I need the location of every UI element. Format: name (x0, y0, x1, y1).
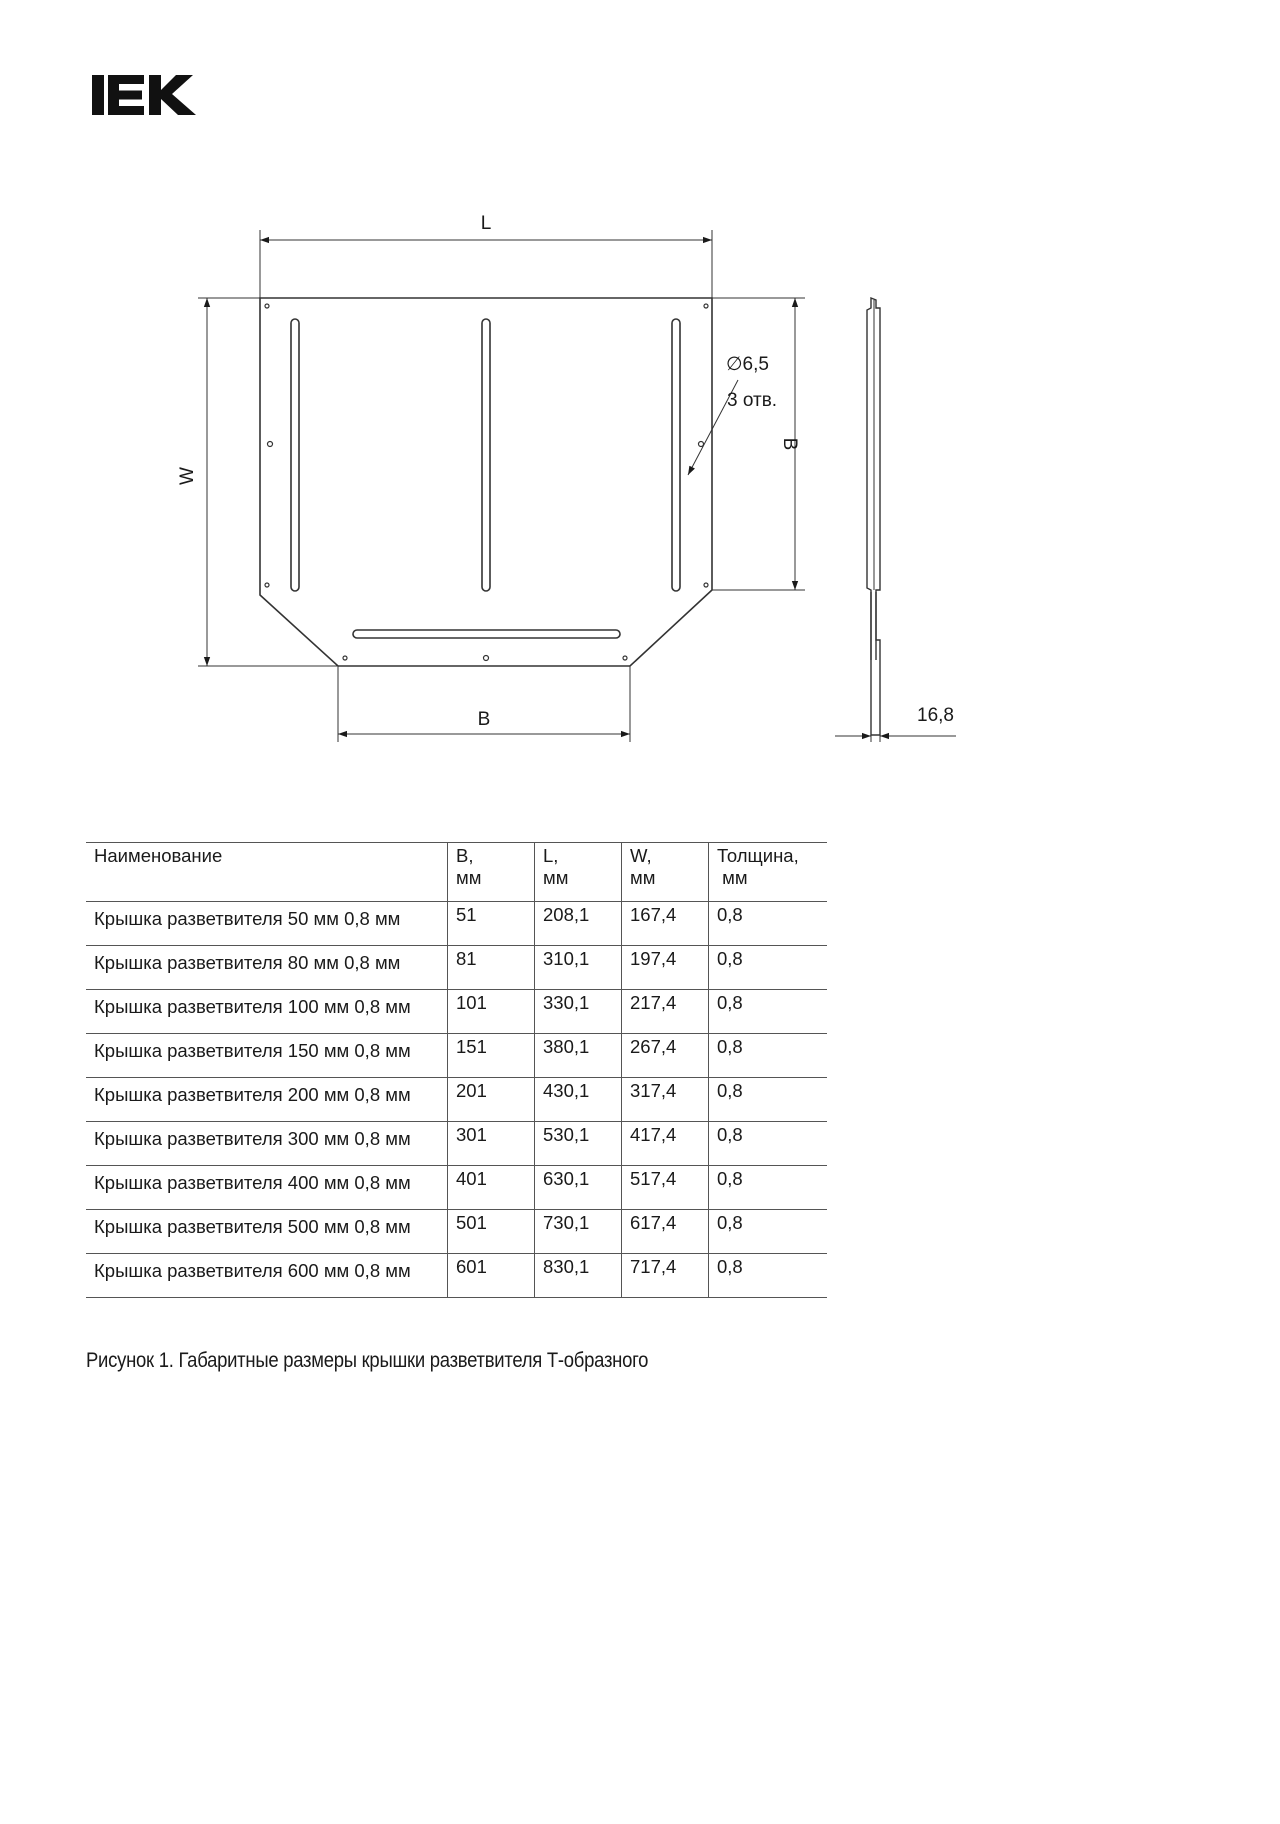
cell-thickness: 0,8 (709, 946, 828, 990)
cell-thickness: 0,8 (709, 1166, 828, 1210)
hole-diameter-label: ∅6,5 (726, 354, 769, 375)
cell-w: 267,4 (622, 1034, 709, 1078)
hole-count-label: 3 отв. (727, 390, 778, 411)
cell-b: 201 (448, 1078, 535, 1122)
cell-thickness: 0,8 (709, 1122, 828, 1166)
dim-W-label: W (177, 467, 198, 485)
technical-drawing (0, 0, 1280, 800)
dim-L-label: L (480, 213, 492, 234)
cell-thickness: 0,8 (709, 1254, 828, 1298)
cell-name: Крышка разветвителя 600 мм 0,8 мм (86, 1254, 448, 1298)
dim-B-bottom-label: B (477, 709, 491, 730)
slot-left (291, 319, 299, 591)
cell-w: 317,4 (622, 1078, 709, 1122)
cell-l: 730,1 (535, 1210, 622, 1254)
header-l: L, мм (535, 843, 622, 902)
table-row (86, 1210, 827, 1254)
cell-l: 530,1 (535, 1122, 622, 1166)
table-row (86, 1078, 827, 1122)
cell-w: 417,4 (622, 1122, 709, 1166)
cell-l: 430,1 (535, 1078, 622, 1122)
cell-thickness: 0,8 (709, 990, 828, 1034)
side-thickness-label: 16,8 (917, 705, 954, 726)
cell-thickness: 0,8 (709, 1034, 828, 1078)
table-row (86, 990, 827, 1034)
table-row (86, 1034, 827, 1078)
plate-outline (260, 298, 712, 666)
cell-w: 167,4 (622, 902, 709, 946)
table-row (86, 946, 827, 990)
header-name: Наименование (86, 843, 448, 902)
cell-name: Крышка разветвителя 150 мм 0,8 мм (86, 1034, 448, 1078)
cell-name: Крышка разветвителя 400 мм 0,8 мм (86, 1166, 448, 1210)
cell-w: 517,4 (622, 1166, 709, 1210)
cell-b: 401 (448, 1166, 535, 1210)
cell-name: Крышка разветвителя 300 мм 0,8 мм (86, 1122, 448, 1166)
cell-thickness: 0,8 (709, 1210, 828, 1254)
header-b: B, мм (448, 843, 535, 902)
cell-name: Крышка разветвителя 100 мм 0,8 мм (86, 990, 448, 1034)
table-header-row (86, 843, 827, 902)
dim-B-side-label: B (779, 437, 800, 451)
cell-w: 617,4 (622, 1210, 709, 1254)
table-row (86, 1166, 827, 1210)
cell-l: 630,1 (535, 1166, 622, 1210)
header-w: W, мм (622, 843, 709, 902)
cell-b: 51 (448, 902, 535, 946)
cell-l: 330,1 (535, 990, 622, 1034)
cell-l: 310,1 (535, 946, 622, 990)
figure-caption: Рисунок 1. Габаритные размеры крышки разветвителя Т-образного (86, 1349, 649, 1372)
cell-name: Крышка разветвителя 50 мм 0,8 мм (86, 902, 448, 946)
cell-b: 301 (448, 1122, 535, 1166)
cell-name: Крышка разветвителя 200 мм 0,8 мм (86, 1078, 448, 1122)
cell-b: 101 (448, 990, 535, 1034)
cell-w: 217,4 (622, 990, 709, 1034)
cell-b: 81 (448, 946, 535, 990)
table-row (86, 902, 827, 946)
cell-b: 601 (448, 1254, 535, 1298)
cell-w: 717,4 (622, 1254, 709, 1298)
table-row (86, 1254, 827, 1298)
table-row (86, 1122, 827, 1166)
header-thickness: Толщина, мм (709, 843, 828, 902)
cell-b: 501 (448, 1210, 535, 1254)
cell-thickness: 0,8 (709, 1078, 828, 1122)
cell-thickness: 0,8 (709, 902, 828, 946)
cell-name: Крышка разветвителя 80 мм 0,8 мм (86, 946, 448, 990)
cell-l: 208,1 (535, 902, 622, 946)
cell-l: 380,1 (535, 1034, 622, 1078)
slot-center (482, 319, 490, 591)
slot-bottom (353, 630, 620, 638)
slot-right (672, 319, 680, 591)
dimensions-table (86, 842, 827, 1298)
cell-l: 830,1 (535, 1254, 622, 1298)
cell-w: 197,4 (622, 946, 709, 990)
cell-name: Крышка разветвителя 500 мм 0,8 мм (86, 1210, 448, 1254)
cell-b: 151 (448, 1034, 535, 1078)
